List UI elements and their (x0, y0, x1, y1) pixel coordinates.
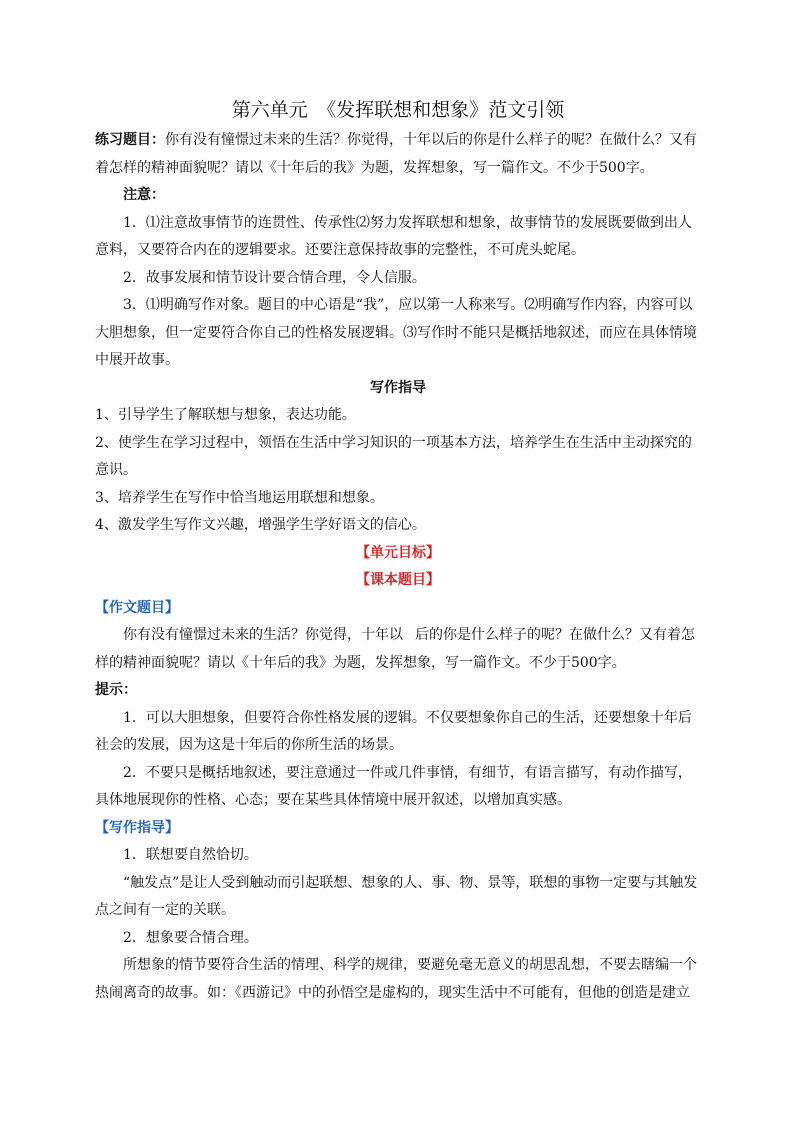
essay-label: 【作文题目】 (95, 599, 179, 616)
writing-guide-item-3: 2．想象要合情合理。 (123, 929, 258, 946)
document-body (95, 95, 701, 1007)
writing-guide-item-1: 1．联想要自然恰切。 (123, 847, 258, 863)
writing-guide-item-4: 所想象的情节要符合生活的情理、科学的规律，要避免毫无意义的胡思乱想，不要去瞎编一个热闹离奇的故事。如：《西游记》中的孙悟空是虚构的，现实生活中不可能有，但他的创造是建立 (95, 957, 697, 1001)
page-title: 第六单元 《发挥联想和想象》范文引领 (231, 99, 565, 121)
note-item-2: 2．故事发展和情节设计要合情合理，令人信服。 (123, 269, 426, 286)
exercise-text: 你有没有憧憬过未来的生活？你觉得，十年以后的你是什么样子的呢？在做什么？又有着怎样的精神面貌呢？请以《十年后的我》为题，发挥想象，写一篇作文。不少于500字。 (95, 132, 697, 176)
exercise-label: 练习题目： (95, 132, 165, 148)
guide-item-3: 3、培养学生在写作中恰当地运用联想和想象。 (95, 489, 384, 506)
hints-label: 提示： (95, 682, 137, 698)
guide-item-2: 2、使学生在学习过程中，领悟在生活中学习知识的一项基本方法，培养学生在生活中主动探究的意识。 (95, 434, 692, 478)
essay-text (95, 622, 701, 677)
note-item-3: 3．⑴明确写作对象。题目的中心语是“我”，应以第一人称来写。⑵明确写作内容，内容可以大胆想象，但一定要符合你自己的性格发展逻辑。⑶写作时不能只是概括地叙述，而应在具体情境中展开故事。 (95, 297, 697, 368)
essay-text-part-1: 你有没有憧憬过未来的生活？你觉得，十年以 (123, 627, 403, 643)
guide-item-1: 1、引导学生了解联想与想象，表达功能。 (95, 407, 356, 423)
writing-guide-label: 【写作指导】 (95, 819, 179, 836)
essay-text-part-2: 后的你是什么样子的呢？在做什么？又有着怎样的精神面貌呢？请以《十年后的我》为题，发挥想象，写一篇作文。不少于500字。 (95, 627, 695, 671)
exercise-paragraph (95, 127, 701, 182)
hint-item-2: 2．不要只是概括地叙述，要注意通过一件或几件事情，有细节，有语言描写，有动作描写，具体地展现你的性格、心态；要在某些具体情境中展开叙述，以增加真实感。 (95, 764, 692, 808)
writing-guide-item-2: “触发点”是让人受到触动而引起联想、想象的人、事、物、景等，联想的事物一定要与其触发点之间有一定的关联。 (95, 874, 698, 918)
note-item-1: 1．⑴注意故事情节的连贯性、传承性⑵努力发挥联想和想象，故事情节的发展既要做到出人意料，又要符合内在的逻辑要求。还要注意保持故事的完整性，不可虎头蛇尾。 (95, 214, 692, 258)
unit-goal-heading: 【单元目标】 (356, 544, 440, 561)
guide-item-4: 4、激发学生写作文兴趣，增强学生学好语文的信心。 (95, 517, 426, 533)
notes-label: 注意： (123, 187, 165, 203)
textbook-topic-heading: 【课本题目】 (356, 572, 440, 588)
hint-item-1: 1．可以大胆想象，但要符合你性格发展的逻辑。不仅要想象你自己的生活，还要想象十年后社会的发展，因为这是十年后的你所生活的场景。 (95, 709, 692, 753)
guide-heading: 写作指导 (370, 379, 426, 396)
